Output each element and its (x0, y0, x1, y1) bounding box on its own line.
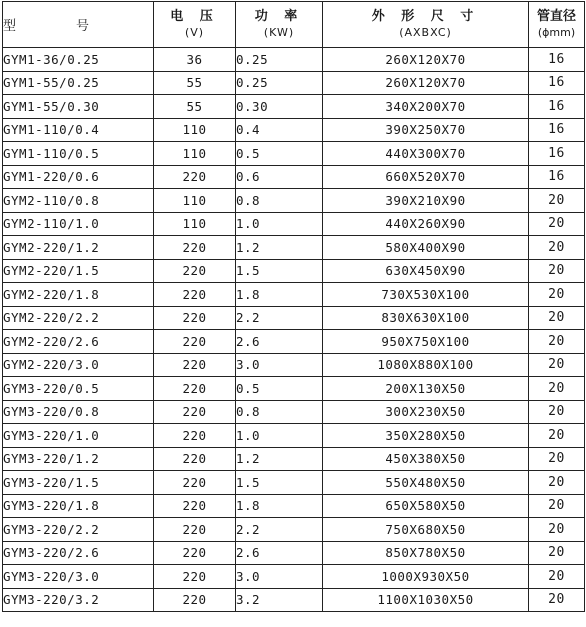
model-cell: GYM1-110/0.4 (3, 118, 154, 142)
voltage-cell: 220 (154, 424, 236, 448)
diameter-cell: 20 (529, 541, 585, 565)
dimensions-cell: 260X120X70 (323, 71, 529, 95)
diameter-cell: 20 (529, 447, 585, 471)
model-cell: GYM3-220/1.2 (3, 447, 154, 471)
dimensions-cell: 300X230X50 (323, 400, 529, 424)
table-row (3, 518, 585, 542)
header-row (3, 2, 585, 48)
model-cell: GYM2-220/1.2 (3, 236, 154, 260)
header-dimensions-unit: (AXBXC) (399, 25, 452, 39)
voltage-cell: 220 (154, 494, 236, 518)
power-cell: 0.30 (236, 95, 323, 119)
power-cell: 3.0 (236, 565, 323, 589)
power-cell: 0.25 (236, 48, 323, 72)
dimensions-cell: 440X300X70 (323, 142, 529, 166)
voltage-cell: 55 (154, 71, 236, 95)
model-cell: GYM3-220/1.0 (3, 424, 154, 448)
voltage-cell: 110 (154, 189, 236, 213)
header-voltage (154, 2, 236, 48)
power-cell: 2.6 (236, 541, 323, 565)
dimensions-cell: 1000X930X50 (323, 565, 529, 589)
model-cell: GYM1-36/0.25 (3, 48, 154, 72)
power-cell: 0.6 (236, 165, 323, 189)
voltage-cell: 220 (154, 447, 236, 471)
dimensions-cell: 630X450X90 (323, 259, 529, 283)
model-cell: GYM1-220/0.6 (3, 165, 154, 189)
diameter-cell: 20 (529, 400, 585, 424)
dimensions-cell: 550X480X50 (323, 471, 529, 495)
dimensions-cell: 1100X1030X50 (323, 588, 529, 612)
voltage-cell: 220 (154, 471, 236, 495)
table-row (3, 165, 585, 189)
diameter-cell: 20 (529, 330, 585, 354)
diameter-cell: 16 (529, 48, 585, 72)
diameter-cell: 20 (529, 189, 585, 213)
power-cell: 2.2 (236, 518, 323, 542)
voltage-cell: 220 (154, 259, 236, 283)
table-row (3, 118, 585, 142)
voltage-cell: 36 (154, 48, 236, 72)
model-cell: GYM1-55/0.30 (3, 95, 154, 119)
diameter-cell: 20 (529, 565, 585, 589)
voltage-cell: 110 (154, 118, 236, 142)
header-voltage-unit: (V) (184, 25, 205, 39)
power-cell: 2.2 (236, 306, 323, 330)
table-row (3, 330, 585, 354)
dimensions-cell: 390X210X90 (323, 189, 529, 213)
header-diameter-unit: (ϕmm) (537, 25, 576, 39)
power-cell: 1.0 (236, 212, 323, 236)
voltage-cell: 220 (154, 165, 236, 189)
table-row (3, 71, 585, 95)
model-cell: GYM1-110/0.5 (3, 142, 154, 166)
table-row (3, 48, 585, 72)
voltage-cell: 110 (154, 212, 236, 236)
voltage-cell: 220 (154, 541, 236, 565)
table-row (3, 353, 585, 377)
power-cell: 0.5 (236, 377, 323, 401)
voltage-cell: 220 (154, 377, 236, 401)
header-model-char1: 型 (3, 19, 17, 34)
table-row (3, 142, 585, 166)
diameter-cell: 20 (529, 306, 585, 330)
voltage-cell: 220 (154, 353, 236, 377)
header-diameter-title: 管直径 (536, 8, 576, 24)
dimensions-cell: 440X260X90 (323, 212, 529, 236)
dimensions-cell: 340X200X70 (323, 95, 529, 119)
model-cell: GYM3-220/0.5 (3, 377, 154, 401)
voltage-cell: 110 (154, 142, 236, 166)
voltage-cell: 220 (154, 330, 236, 354)
table-row (3, 424, 585, 448)
diameter-cell: 16 (529, 95, 585, 119)
diameter-cell: 20 (529, 353, 585, 377)
model-cell: GYM2-220/1.5 (3, 259, 154, 283)
voltage-cell: 55 (154, 95, 236, 119)
dimensions-cell: 1080X880X100 (323, 353, 529, 377)
table-header (3, 2, 585, 48)
dimensions-cell: 750X680X50 (323, 518, 529, 542)
power-cell: 1.8 (236, 494, 323, 518)
table-row (3, 565, 585, 589)
dimensions-cell: 350X280X50 (323, 424, 529, 448)
voltage-cell: 220 (154, 518, 236, 542)
power-cell: 0.8 (236, 400, 323, 424)
diameter-cell: 20 (529, 588, 585, 612)
dimensions-cell: 200X130X50 (323, 377, 529, 401)
dimensions-cell: 830X630X100 (323, 306, 529, 330)
power-cell: 0.8 (236, 189, 323, 213)
dimensions-cell: 730X530X100 (323, 283, 529, 307)
model-cell: GYM3-220/3.2 (3, 588, 154, 612)
dimensions-cell: 260X120X70 (323, 48, 529, 72)
model-cell: GYM2-220/3.0 (3, 353, 154, 377)
diameter-cell: 20 (529, 424, 585, 448)
diameter-cell: 20 (529, 283, 585, 307)
table-row (3, 377, 585, 401)
diameter-cell: 20 (529, 236, 585, 260)
model-cell: GYM2-110/0.8 (3, 189, 154, 213)
table-row (3, 259, 585, 283)
dimensions-cell: 580X400X90 (323, 236, 529, 260)
voltage-cell: 220 (154, 565, 236, 589)
table-row (3, 541, 585, 565)
voltage-cell: 220 (154, 283, 236, 307)
power-cell: 1.0 (236, 424, 323, 448)
model-cell: GYM3-220/0.8 (3, 400, 154, 424)
diameter-cell: 20 (529, 377, 585, 401)
diameter-cell: 16 (529, 71, 585, 95)
model-cell: GYM2-220/1.8 (3, 283, 154, 307)
voltage-cell: 220 (154, 306, 236, 330)
model-cell: GYM2-220/2.2 (3, 306, 154, 330)
model-cell: GYM2-220/2.6 (3, 330, 154, 354)
table-body (3, 48, 585, 612)
power-cell: 0.5 (236, 142, 323, 166)
table-row (3, 588, 585, 612)
diameter-cell: 16 (529, 165, 585, 189)
header-voltage-title: 电 压 (170, 8, 219, 24)
power-cell: 3.0 (236, 353, 323, 377)
table-row (3, 189, 585, 213)
voltage-cell: 220 (154, 588, 236, 612)
model-cell: GYM3-220/3.0 (3, 565, 154, 589)
dimensions-cell: 390X250X70 (323, 118, 529, 142)
dimensions-cell: 650X580X50 (323, 494, 529, 518)
spec-table (2, 1, 585, 612)
dimensions-cell: 850X780X50 (323, 541, 529, 565)
diameter-cell: 16 (529, 142, 585, 166)
power-cell: 1.2 (236, 236, 323, 260)
diameter-cell: 20 (529, 212, 585, 236)
header-power (236, 2, 323, 48)
model-cell: GYM1-55/0.25 (3, 71, 154, 95)
diameter-cell: 20 (529, 471, 585, 495)
diameter-cell: 16 (529, 118, 585, 142)
header-model-char2: 号 (76, 19, 90, 34)
power-cell: 3.2 (236, 588, 323, 612)
dimensions-cell: 660X520X70 (323, 165, 529, 189)
header-model (3, 2, 154, 48)
table-row (3, 471, 585, 495)
table-row (3, 494, 585, 518)
table-row (3, 447, 585, 471)
dimensions-cell: 950X750X100 (323, 330, 529, 354)
table-row (3, 283, 585, 307)
table-row (3, 400, 585, 424)
model-cell: GYM3-220/2.2 (3, 518, 154, 542)
model-cell: GYM2-110/1.0 (3, 212, 154, 236)
power-cell: 1.5 (236, 471, 323, 495)
power-cell: 1.8 (236, 283, 323, 307)
diameter-cell: 20 (529, 494, 585, 518)
model-cell: GYM3-220/2.6 (3, 541, 154, 565)
voltage-cell: 220 (154, 400, 236, 424)
power-cell: 2.6 (236, 330, 323, 354)
power-cell: 0.25 (236, 71, 323, 95)
table-row (3, 212, 585, 236)
diameter-cell: 20 (529, 518, 585, 542)
power-cell: 0.4 (236, 118, 323, 142)
voltage-cell: 220 (154, 236, 236, 260)
model-cell: GYM3-220/1.8 (3, 494, 154, 518)
header-power-title: 功 率 (254, 8, 304, 24)
model-cell: GYM3-220/1.5 (3, 471, 154, 495)
header-diameter (529, 2, 585, 48)
power-cell: 1.2 (236, 447, 323, 471)
header-power-unit: (KW) (263, 25, 295, 39)
power-cell: 1.5 (236, 259, 323, 283)
table-row (3, 95, 585, 119)
table-row (3, 236, 585, 260)
dimensions-cell: 450X380X50 (323, 447, 529, 471)
header-dimensions-title: 外 形 尺 寸 (371, 8, 480, 24)
table-row (3, 306, 585, 330)
header-dimensions (323, 2, 529, 48)
diameter-cell: 20 (529, 259, 585, 283)
